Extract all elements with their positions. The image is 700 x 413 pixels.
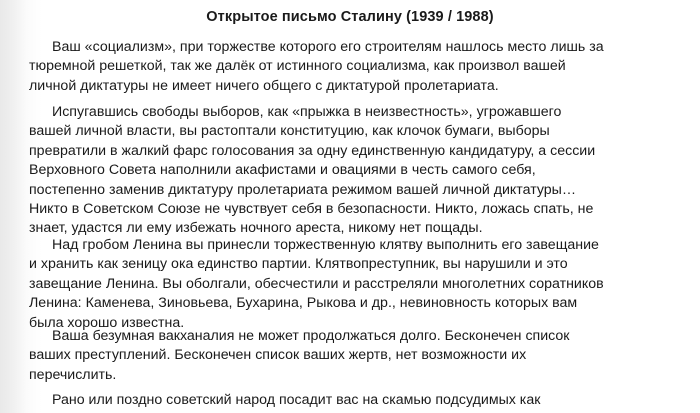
paragraph-2 (29, 103, 684, 239)
paragraph-line: Никто в Советском Союзе не чувствует себя в безопасности. Никто, ложась спать, не (29, 201, 594, 218)
paragraph-5 (29, 391, 684, 410)
paragraph-line: и хранить как зеницу ока единство партии. Клятвопреступник, вы нарушили и это (29, 256, 568, 273)
page-edge-shadow (0, 0, 26, 413)
paragraph-line: Ваш «социализм», при торжестве которого его строителям нашлось место лишь за (52, 39, 604, 55)
paragraph-line: постепенно заменив диктатуру пролетариата режимом вашей личной диктатуры… (29, 181, 577, 198)
document-title: Открытое письмо Сталину (1939 / 1988) (206, 9, 494, 25)
paragraph-line: превратили в жалкий фарс голосования за одну единственную кандидатуру, а сессии (29, 142, 596, 159)
paragraph-line: завещание Ленина. Вы оболгали, обесчестили и расстреляли многолетних соратников (29, 275, 604, 292)
paragraph-1 (29, 38, 684, 96)
paragraph-line: Верховного Совета наполнили акафистами и овациями в честь самого себя, (29, 162, 536, 179)
paragraph-line: ваших преступлений. Бесконечен список ваших жертв, нет возможности их (29, 347, 527, 364)
paragraph-line: Испугавшись свободы выборов, как «прыжка в неизвестность», угрожавшего (52, 104, 562, 120)
paragraph-line: знает, удастся ли ему избежать ночного ареста, никому нет пощады. (29, 220, 483, 237)
paragraph-line: Рано или поздно советский народ посадит вас на скамью подсудимых как (52, 392, 541, 408)
paragraph-3 (29, 236, 684, 333)
paragraph-line: Над гробом Ленина вы принесли торжественную клятву выполнить его завещание (52, 237, 599, 253)
paragraph-line: личной диктатуры не имеет ничего общего с диктатурой пролетариата. (29, 77, 499, 94)
paragraph-4 (29, 327, 684, 385)
paragraph-line: Ленина: Каменева, Зиновьева, Бухарина, Рыкова и др., невиновность которых вам (29, 295, 578, 312)
paragraph-line: Ваша безумная вакханалия не может продолжаться долго. Бесконечен список (52, 328, 570, 344)
paragraph-line: тюремной решеткой, так же далёк от истинного социализма, как произвол вашей (29, 58, 566, 75)
paragraph-line: вашей личной власти, вы растоптали конституцию, как клочок бумаги, выборы (29, 123, 550, 140)
paragraph-line: перечислить. (29, 366, 117, 383)
paragraph-line: была хорошо известна. (29, 314, 185, 331)
